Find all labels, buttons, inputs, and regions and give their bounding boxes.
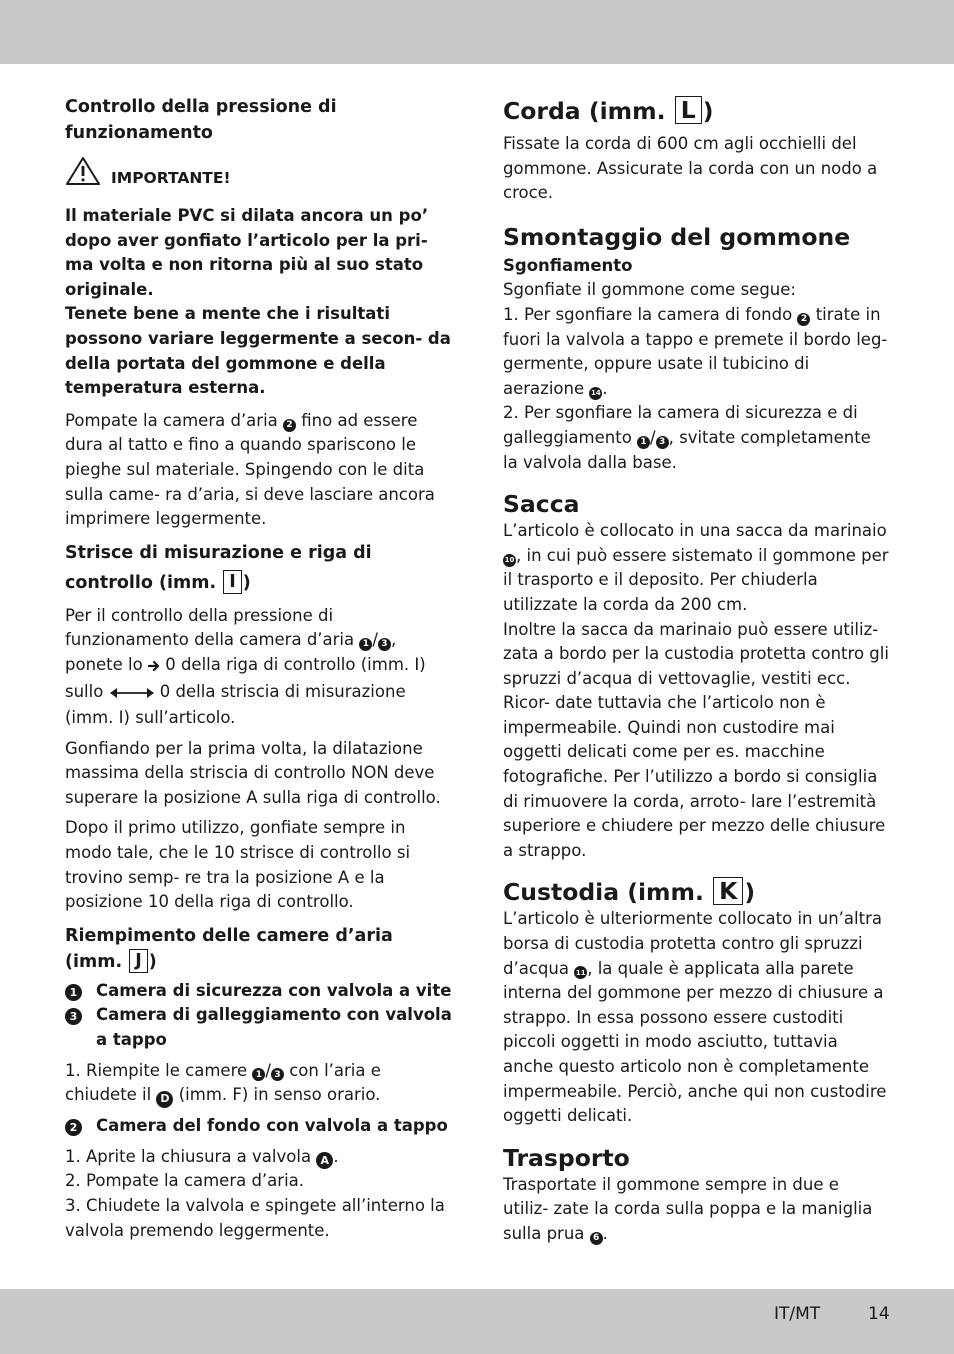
text-segment: , svitate completamente la valvola dalla base. [503,427,871,472]
number-3-icon: 3 [271,1068,284,1081]
text-segment: tirate in fuori la valvola a tappo e premete il bordo leg- germente, oppure usate il tubicino di aerazione [503,304,888,398]
number-1-icon: 1 [65,984,82,1001]
text-segment: L’articolo è collocato in una sacca da marinaio [503,521,887,541]
text-segment: con l’aria e chiudete il [65,1060,381,1105]
text-segment: . [602,1223,608,1243]
text-segment: (imm. F) in senso orario. [173,1085,381,1105]
heading-pressure-check: Controllo della pressione di funzionamento [65,97,337,143]
number-2-icon: 2 [65,1119,82,1136]
right-column [503,94,889,1247]
text-segment: 1. Riempite le camere [65,1060,253,1080]
text-segment: . [602,378,608,398]
text-segment: Per il controllo della pressione di funzionamento della camera d’aria [65,605,360,650]
legend-text: Camera di sicurezza con valvola a vite [96,980,452,1000]
number-2-icon: 2 [283,419,296,432]
heading-text: ) [744,878,756,907]
important-notice [65,156,453,190]
number-11-icon: 11 [574,966,587,979]
warning-paragraph-1: Il materiale PVC si dilata ancora un po’ dopo aver gonfiato l’articolo per la pri- ma volta e non ritorna più al suo stato originale. [65,206,429,299]
legend-text: Camera del fondo con valvola a tappo [96,1116,448,1136]
text-segment: . [333,1146,339,1166]
fill-step-1 [65,1059,453,1108]
heading-measuring-strips [65,538,453,598]
figure-ref-box: J [129,949,148,973]
important-label: IMPORTANTE! [111,169,231,187]
pump-paragraph [65,409,453,532]
number-1-icon: 1 [359,638,372,651]
text-segment: L’articolo è ulteriormente collocato in un’altra borsa di custodia protetta contro gli spruzzi d’acqua [503,909,882,978]
number-14-icon: 14 [589,387,602,400]
number-1-icon: 1 [252,1068,265,1081]
footer-language: IT/MT [774,1304,821,1324]
legend-text: Camera di galleggiamento con valvola a tappo [96,1005,452,1050]
text-segment: / [265,1060,271,1080]
text-segment: 0 della riga di controllo (imm. I) sullo [65,654,426,701]
warning-triangle-icon [65,156,101,190]
warning-paragraph-2: Tenete bene a mente che i risultati possono variare leggermente a secon- da della portata del gommone e della temperatura esterna. [65,304,451,398]
heading-case [503,877,889,907]
heading-filling [65,923,453,975]
deflate-step-2 [503,401,889,475]
floor-step-1 [65,1145,453,1170]
number-10-icon: 10 [503,554,516,567]
legend-item-3 [65,1003,453,1052]
transport-paragraph [503,1173,889,1247]
number-3-icon: 3 [378,638,391,651]
heading-disassembly: Smontaggio del gommone [503,222,851,251]
figure-ref-box: L [675,96,702,124]
text-segment: fino ad essere dura al tatto e fino a quando spariscono le pieghe sul materiale. Spingendo con le dita sulla came- ra d’aria, si deve lasciare ancora imprimere leggermente. [65,410,435,529]
heading-text: Riempimento delle camere d’aria (imm. [65,925,393,972]
double-arrow-icon [109,682,155,707]
bag-paragraph-2: Inoltre la sacca da marinaio può essere utiliz- zata a bordo per la custodia protetta contro gli spruzzi d’acqua di vettovaglie, vestiti ecc. Ricor- date tuttavia che l’articolo non è impermeabile. Quindi non custodire mai oggetti delicati come per es. macchine fotografiche. Per l’utilizzo a bordo si consiglia di rimuovere la corda, arroto- lare l’estremità superiore e chiudere per mezzo delle chiusure a strappo. [503,619,889,860]
first-inflate-paragraph: Gonfiando per la prima volta, la dilatazione massima della striscia di controllo NON deve superare la posizione A sulla riga di controllo. [65,738,441,807]
text-segment: , in cui può essere sistemato il gommone per il trasporto e il deposito. Per chiuderla utilizzate la corda da 200 cm. [503,545,889,614]
deflate-intro: Sgonfiate il gommone come segue: [503,280,796,300]
text-segment: / [372,630,378,650]
text-segment: / [650,427,656,447]
heading-text: Corda (imm. [503,97,674,125]
text-segment: , ponete lo [65,630,397,674]
figure-ref-box: I [223,570,242,594]
number-3-icon: 3 [656,436,669,449]
text-segment: Pompate la camera d’aria [65,410,284,430]
text-segment: 1. Per sgonfiare la camera di fondo [503,304,798,324]
letter-d-icon: D [156,1091,173,1108]
after-use-paragraph: Dopo il primo utilizzo, gonfiate sempre in modo tale, che le 10 strisce di controllo si trovino semp- re tra la posizione A e la posizione 10 della riga di controllo. [65,818,411,912]
figure-ref-box: K [713,877,743,905]
heading-deflate: Sgonfiamento [503,255,633,275]
rope-paragraph: Fissate la corda di 600 cm agli occhielli del gommone. Assicurate la corda con un nodo a croce. [503,134,878,203]
heading-text: ) [148,951,157,972]
left-column [65,94,453,1243]
heading-text: ) [702,97,714,125]
letter-a-icon: A [316,1152,333,1169]
text-segment: , la quale è applicata alla parete interna del gommone per mezzo di chiusure a strappo. In essa possono essere custoditi piccoli oggetti in modo asciutto, tuttavia anche questo articolo non è completamente impermeabile. Perciò, anche qui non custodire oggetti delicati. [503,958,887,1126]
legend-item-2 [65,1114,453,1139]
number-2-icon: 2 [797,313,810,326]
arrow-right-icon [148,655,160,680]
number-6-icon: 6 [590,1232,603,1245]
heading-rope [503,96,889,126]
heading-transport: Trasporto [503,1143,630,1172]
case-paragraph [503,907,889,1128]
text-segment: 2. Per sgonfiare la camera di sicurezza e di galleggiamento [503,403,858,447]
heading-text: Strisce di misurazione e riga di controllo (imm. [65,542,372,593]
heading-text: ) [242,572,251,593]
deflate-step-1 [503,303,889,401]
legend-item-1 [65,979,453,1004]
heading-bag: Sacca [503,490,580,519]
bag-paragraph-1 [503,519,889,617]
text-segment: 0 della striscia di misurazione (imm. I) sull’articolo. [65,681,406,728]
text-segment: Trasportate il gommone sempre in due e utiliz- zate la corda sulla poppa e la maniglia sulla prua [503,1174,873,1243]
floor-step-3: 3. Chiudete la valvola e spingete all’interno la valvola premendo leggermente. [65,1196,445,1240]
text-segment: 1. Aprite la chiusura a valvola [65,1146,317,1166]
number-1-icon: 1 [637,436,650,449]
strips-paragraph [65,604,453,731]
number-3-icon: 3 [65,1008,82,1025]
heading-text: Custodia (imm. [503,878,713,907]
floor-step-2: 2. Pompate la camera d’aria. [65,1171,305,1191]
header-band [0,0,954,64]
page-number: 14 [868,1304,890,1324]
